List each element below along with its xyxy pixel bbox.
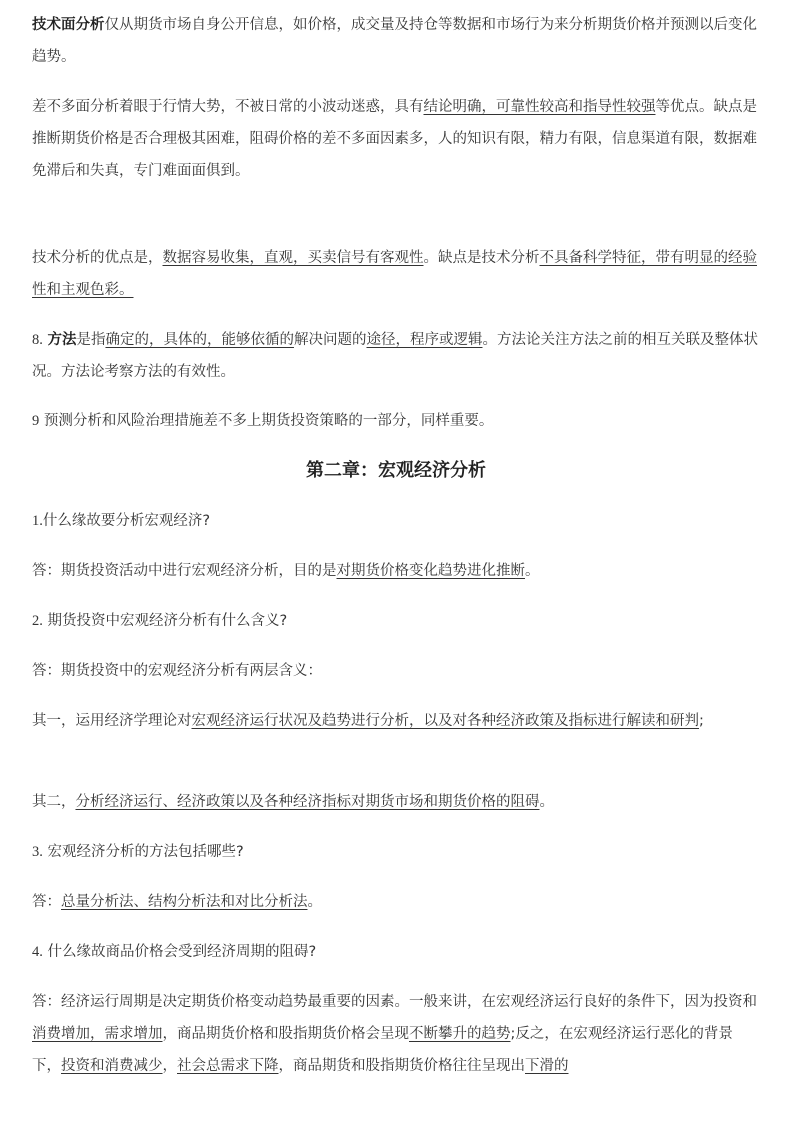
question-1 [32,505,760,537]
term-technical-analysis: 技术面分析 [32,17,105,33]
underlined-text: 对期货价格变化趋势进化推断 [336,563,525,579]
underlined-text: 投资和消费减少 [61,1058,163,1074]
text-run: 答： [32,894,61,910]
answer-2-point-2 [32,786,760,818]
text-run: 。缺点是技术分析 [423,250,540,266]
question-3 [32,836,760,868]
text-run: ; [699,713,704,729]
question-2 [32,605,760,637]
answer-2-point-1 [32,705,760,737]
answer-2 [32,655,760,687]
item-number: 2. [32,613,43,629]
item-number: 1. [32,513,43,529]
paragraph-method [32,324,760,388]
paragraph-fundamental-analysis [32,91,760,187]
underlined-text: 消费增加，需求增加 [32,1026,163,1042]
underlined-text: 宏观经济运行状况及趋势进行分析，以及对各种经济政策及指标进行解读和研判 [191,713,699,729]
underlined-text: 不具备科学特征，带有明显的经验性和主观色彩。 [32,250,757,298]
text-run: 答：期货投资活动中进行宏观经济分析，目的是 [32,563,337,579]
text-run: 答：经济运行周期是决定期货价格变动趋势最重要的因素。一般来讲，在宏观经济运行良好的条件下，因为投资和 [32,994,757,1010]
question-text: 什么缘故商品价格会受到经济周期的阻碍? [47,944,317,960]
underlined-text: 社会总需求下降 [177,1058,279,1074]
text-run: 。 [307,894,322,910]
chapter-title: 第二章：宏观经济分析 [306,460,486,481]
text-run: 。方法论关注方法之前的相互关联及整体状况。方法论考察方法的有效性。 [32,332,758,380]
item-number: 4. [32,944,43,960]
text-run: ;反之，在宏观经济运行恶化的背景下， [32,1026,733,1074]
item-number: 3. [32,844,43,860]
underlined-text: 不断攀升的趋势 [409,1026,511,1042]
text-run: ，商品期货价格和股指期货价格会呈现 [162,1026,409,1042]
text-run: 。 [525,563,540,579]
text-run: 等优点。缺点是推断期货价格是否合理极其困难，阻碍价格的差不多面因素多，人的知识有限，精力有限，信息渠道有限，数据难免滞后和失真，专门难面面俱到。 [32,99,757,179]
item-number: 9 [32,413,40,429]
underlined-text: 分析经济运行、经济政策以及各种经济指标对期货市场和期货价格的阻碍 [75,794,540,810]
underlined-text: 下滑的 [525,1058,569,1074]
underlined-text: 总量分析法、结构分析法和对比分析法 [61,894,308,910]
technical-analysis-definition: 仅从期货市场自身公开信息，如价格，成交量及持仓等数据和市场行为来分析期货价格并预测以后变化趋势。 [32,17,757,65]
question-text: 宏观经济分析的方法包括哪些? [47,844,244,860]
text-run: 。 [539,794,554,810]
question-text: 什么缘故要分析宏观经济? [42,513,211,529]
term-method: 方法 [47,332,77,348]
underlined-text: 确定的，具体的，能够依循的 [105,332,294,348]
text-run: 答：期货投资中的宏观经济分析有两层含义： [32,663,322,679]
item-number: 8. [32,332,43,348]
paragraph-technical-analysis [32,9,760,73]
text-run: ， [162,1058,177,1074]
underlined-text: 数据容易收集，直观，买卖信号有客观性 [162,250,424,266]
underlined-text: 结论明确，可靠性较高和指导性较强 [423,99,656,115]
underlined-text: 途径，程序或逻辑 [366,332,483,348]
text-run: 其一，运用经济学理论对 [32,713,192,729]
text-run: 预测分析和风险治理措施差不多上期货投资策略的一部分，同样重要。 [43,413,494,429]
question-4 [32,936,760,968]
paragraph-9 [32,405,760,437]
text-run: 差不多面分析着眼于行情大势，不被日常的小波动迷惑，具有 [32,99,424,115]
answer-3 [32,886,760,918]
answer-4 [32,986,760,1082]
text-run: 技术分析的优点是， [32,250,163,266]
question-text: 期货投资中宏观经济分析有什么含义? [47,613,288,629]
text-run: 其二， [32,794,76,810]
answer-1 [32,555,760,587]
paragraph-technical-pros-cons [32,242,760,306]
text-run: 解决问题的 [293,332,367,348]
text-run: 是指 [76,332,106,348]
text-run: ，商品期货和股指期货价格往往呈现出 [278,1058,525,1074]
